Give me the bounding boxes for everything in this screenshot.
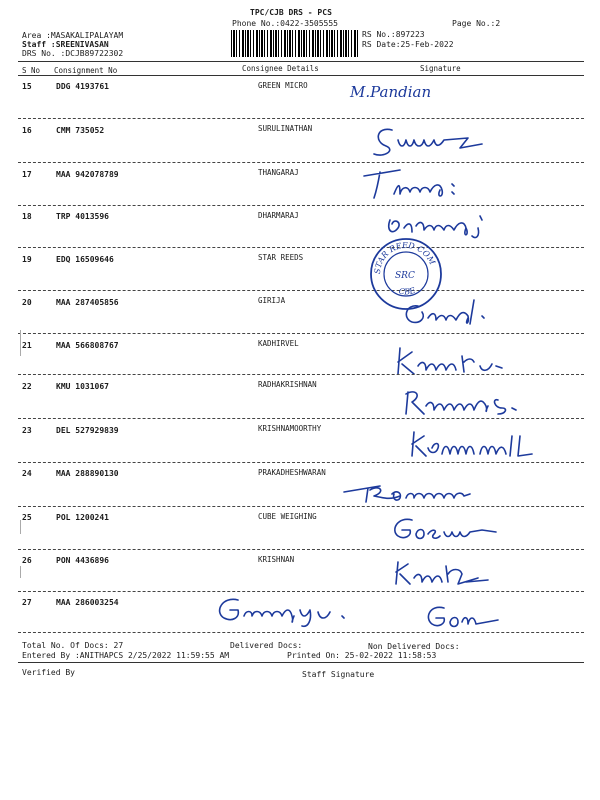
- signature-row-21: [392, 344, 512, 378]
- signature-row-24: [340, 478, 490, 508]
- row-consignment: MAA 287405856: [56, 298, 119, 307]
- row-consignment: DDG 4193761: [56, 82, 109, 91]
- signature-row-27-left: [212, 592, 372, 632]
- row-consignment: TRP 4013596: [56, 212, 109, 221]
- verified-by: Verified By: [22, 668, 75, 677]
- stamp-bottom-text: CBE: [397, 285, 417, 297]
- signature-row-25: [388, 512, 508, 544]
- row-sno: 17: [22, 170, 32, 179]
- document-title: TPC/CJB DRS - PCS: [250, 8, 332, 17]
- row-consignee: RADHAKRISHNAN: [258, 380, 317, 389]
- col-sno: S No: [22, 66, 41, 75]
- row-sno: 26: [22, 556, 32, 565]
- row-consignee: KADHIRVEL: [258, 339, 299, 348]
- col-consignee: Consignee Details: [242, 64, 319, 73]
- row-sno: 23: [22, 426, 32, 435]
- margin-mark: [20, 566, 21, 578]
- row-consignee: KRISHNAMOORTHY: [258, 424, 322, 433]
- company-stamp: [368, 236, 444, 312]
- row-divider: [18, 632, 584, 633]
- margin-mark: [20, 520, 21, 534]
- row-consignment: MAA 942078789: [56, 170, 119, 179]
- signature-row-27-right: [422, 600, 532, 634]
- row-consignee: STAR REEDS: [258, 253, 304, 262]
- row-sno: 16: [22, 126, 32, 135]
- row-consignment: EDQ 16509646: [56, 255, 114, 264]
- row-sno: 22: [22, 382, 32, 391]
- area-field: Area :MASAKALIPALAYAM: [22, 31, 124, 40]
- signature-row-23: [408, 426, 548, 460]
- total-docs: Total No. Of Docs: 27: [22, 641, 124, 650]
- rs-number: RS No.:897223: [362, 30, 425, 39]
- row-consignee: CUBE WEIGHING: [258, 512, 317, 521]
- row-sno: 15: [22, 82, 32, 91]
- row-consignment: PON 4436896: [56, 556, 109, 565]
- svg-text:CBE: [398, 286, 417, 297]
- row-consignee: THANGARAJ: [258, 168, 299, 177]
- row-sno: 19: [22, 255, 32, 264]
- row-divider: [18, 462, 584, 463]
- signature-row-17: [360, 164, 490, 202]
- signature-row-16: [370, 122, 490, 160]
- delivered-docs: Delivered Docs:: [230, 641, 303, 650]
- page-number: Page No.:2: [452, 19, 501, 28]
- rs-date: RS Date:25-Feb-2022: [362, 40, 454, 49]
- margin-mark: [20, 330, 21, 356]
- staff-field: Staff :SREENIVASAN: [22, 40, 109, 49]
- signature-row-15: [348, 80, 438, 104]
- drs-number: DRS No. :DCJB89722302: [22, 49, 124, 58]
- entered-by: Entered By :ANITHAPCS 2/25/2022 11:59:55 AM: [22, 651, 230, 660]
- printed-on: Printed On: 25-02-2022 11:58:53: [287, 651, 437, 660]
- row-consignee: DHARMARAJ: [258, 211, 299, 220]
- row-consignment: MAA 286003254: [56, 598, 119, 607]
- row-sno: 20: [22, 298, 32, 307]
- row-divider: [18, 333, 584, 334]
- row-consignee: GIRIJA: [258, 296, 286, 305]
- row-sno: 21: [22, 341, 32, 350]
- non-delivered-docs: Non Delivered Docs:: [368, 642, 460, 651]
- row-consignment: MAA 566808767: [56, 341, 119, 350]
- row-consignee: GREEN MICRO: [258, 81, 308, 90]
- row-sno: 18: [22, 212, 32, 221]
- row-divider: [18, 162, 584, 163]
- row-divider: [18, 549, 584, 550]
- stamp-top-text: STAR REED COM: [372, 240, 437, 275]
- row-divider: [18, 418, 584, 419]
- row-sno: 27: [22, 598, 32, 607]
- row-consignment: POL 1200241: [56, 513, 109, 522]
- row-consignee: SURULINATHAN: [258, 124, 313, 133]
- row-sno: 24: [22, 469, 32, 478]
- row-consignment: DEL 527929839: [56, 426, 119, 435]
- row-consignment: KMU 1031067: [56, 382, 109, 391]
- signature-row-22: [402, 384, 542, 418]
- header-divider: [18, 61, 584, 62]
- col-consignment: Consignment No: [54, 66, 118, 75]
- row-consignee: PRAKADHESHWARAN: [258, 468, 326, 477]
- row-consignment: MAA 288890130: [56, 469, 119, 478]
- row-consignee: KRISHNAN: [258, 555, 295, 564]
- row-divider: [18, 247, 584, 248]
- col-signature: Signature: [420, 64, 461, 73]
- phone-number: Phone No.:0422-3505555: [232, 19, 338, 28]
- row-divider: [18, 506, 584, 507]
- row-consignment: CMM 735052: [56, 126, 105, 135]
- row-divider: [18, 374, 584, 375]
- row-sno: 25: [22, 513, 32, 522]
- signature-text: M.Pandian: [350, 83, 432, 101]
- staff-signature-label: Staff Signature: [302, 670, 375, 679]
- barcode: [231, 30, 359, 57]
- row-divider: [18, 118, 584, 119]
- stamp-center-text: SRC: [395, 271, 415, 281]
- column-header-divider: [18, 75, 584, 76]
- footer-divider: [18, 662, 584, 663]
- row-divider: [18, 290, 584, 291]
- signature-row-26: [392, 556, 502, 588]
